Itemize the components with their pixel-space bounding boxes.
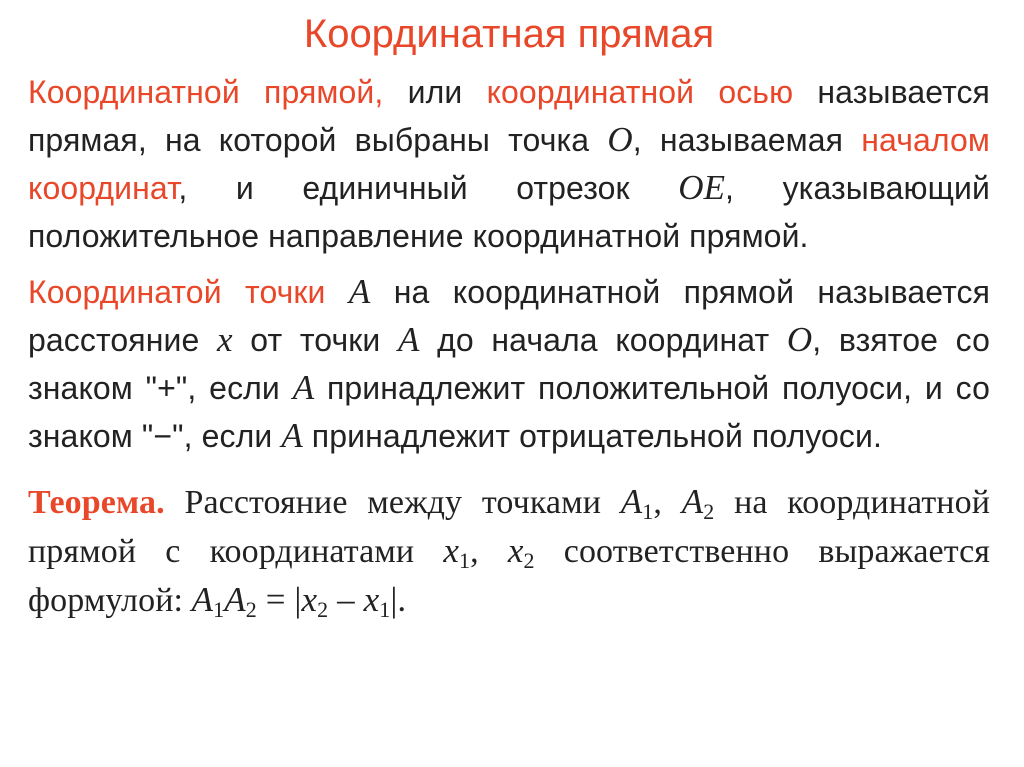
math-coord-x1: $x_1$ — [443, 531, 471, 573]
math-point-a: A — [397, 320, 420, 359]
text-fragment: , и единичный отрезок — [178, 170, 679, 206]
math-point-a: A — [281, 416, 303, 455]
text-fragment: называется прямая, на которой выбраны точка — [28, 74, 990, 158]
text-fragment: или — [383, 74, 487, 110]
text-fragment — [326, 274, 349, 310]
distance-formula: $A_1A_2 = |x_2 - x_1|$. — [191, 580, 407, 622]
math-point-o: O — [607, 120, 633, 159]
math-point-a2: $A_2$ — [681, 482, 715, 524]
math-point-a: A — [348, 272, 371, 311]
slide-title: Координатная прямая — [303, 12, 715, 56]
text-fragment: Расстояние между точками — [164, 484, 621, 521]
text-fragment: соответственно выражается формулой: — [28, 533, 990, 619]
theorem-label: Теорема. — [28, 484, 165, 521]
coordinate-line-definition — [28, 68, 990, 260]
math-coord-x2: $x_2$ — [507, 531, 535, 573]
term-coordinate-axis: координатной осью — [486, 74, 794, 110]
math-point-a1: $A_1$ — [620, 482, 654, 524]
term-point-coordinate: Координатой точки — [28, 274, 326, 310]
text-fragment: на координатной прямой с координатами — [28, 484, 990, 570]
text-fragment: , называемая — [632, 122, 862, 158]
term-coordinate-line: Координатной прямой, — [28, 74, 384, 110]
math-point-a: A — [292, 368, 315, 407]
text-fragment: на координатной прямой называется расстояние — [28, 274, 990, 358]
text-fragment: принадлежит отрицательной полуоси. — [302, 418, 882, 454]
text-fragment: принадлежит положительной полуоси, и со знаком "−", если — [28, 370, 990, 454]
text-fragment: , — [470, 533, 508, 570]
math-segment-oe: OE — [678, 168, 726, 207]
math-var-x: x — [217, 320, 233, 359]
point-coordinate-definition — [28, 268, 990, 460]
text-fragment: , взятое со знаком "+", если — [28, 322, 990, 406]
math-point-o: O — [786, 320, 813, 359]
distance-theorem — [28, 478, 990, 625]
text-fragment: , указывающий положительное направление координатной прямой. — [28, 170, 990, 254]
term-origin: началом координат — [28, 122, 990, 206]
text-fragment: , — [653, 484, 682, 521]
text-fragment: от точки — [232, 322, 398, 358]
text-fragment: до начала координат — [419, 322, 787, 358]
